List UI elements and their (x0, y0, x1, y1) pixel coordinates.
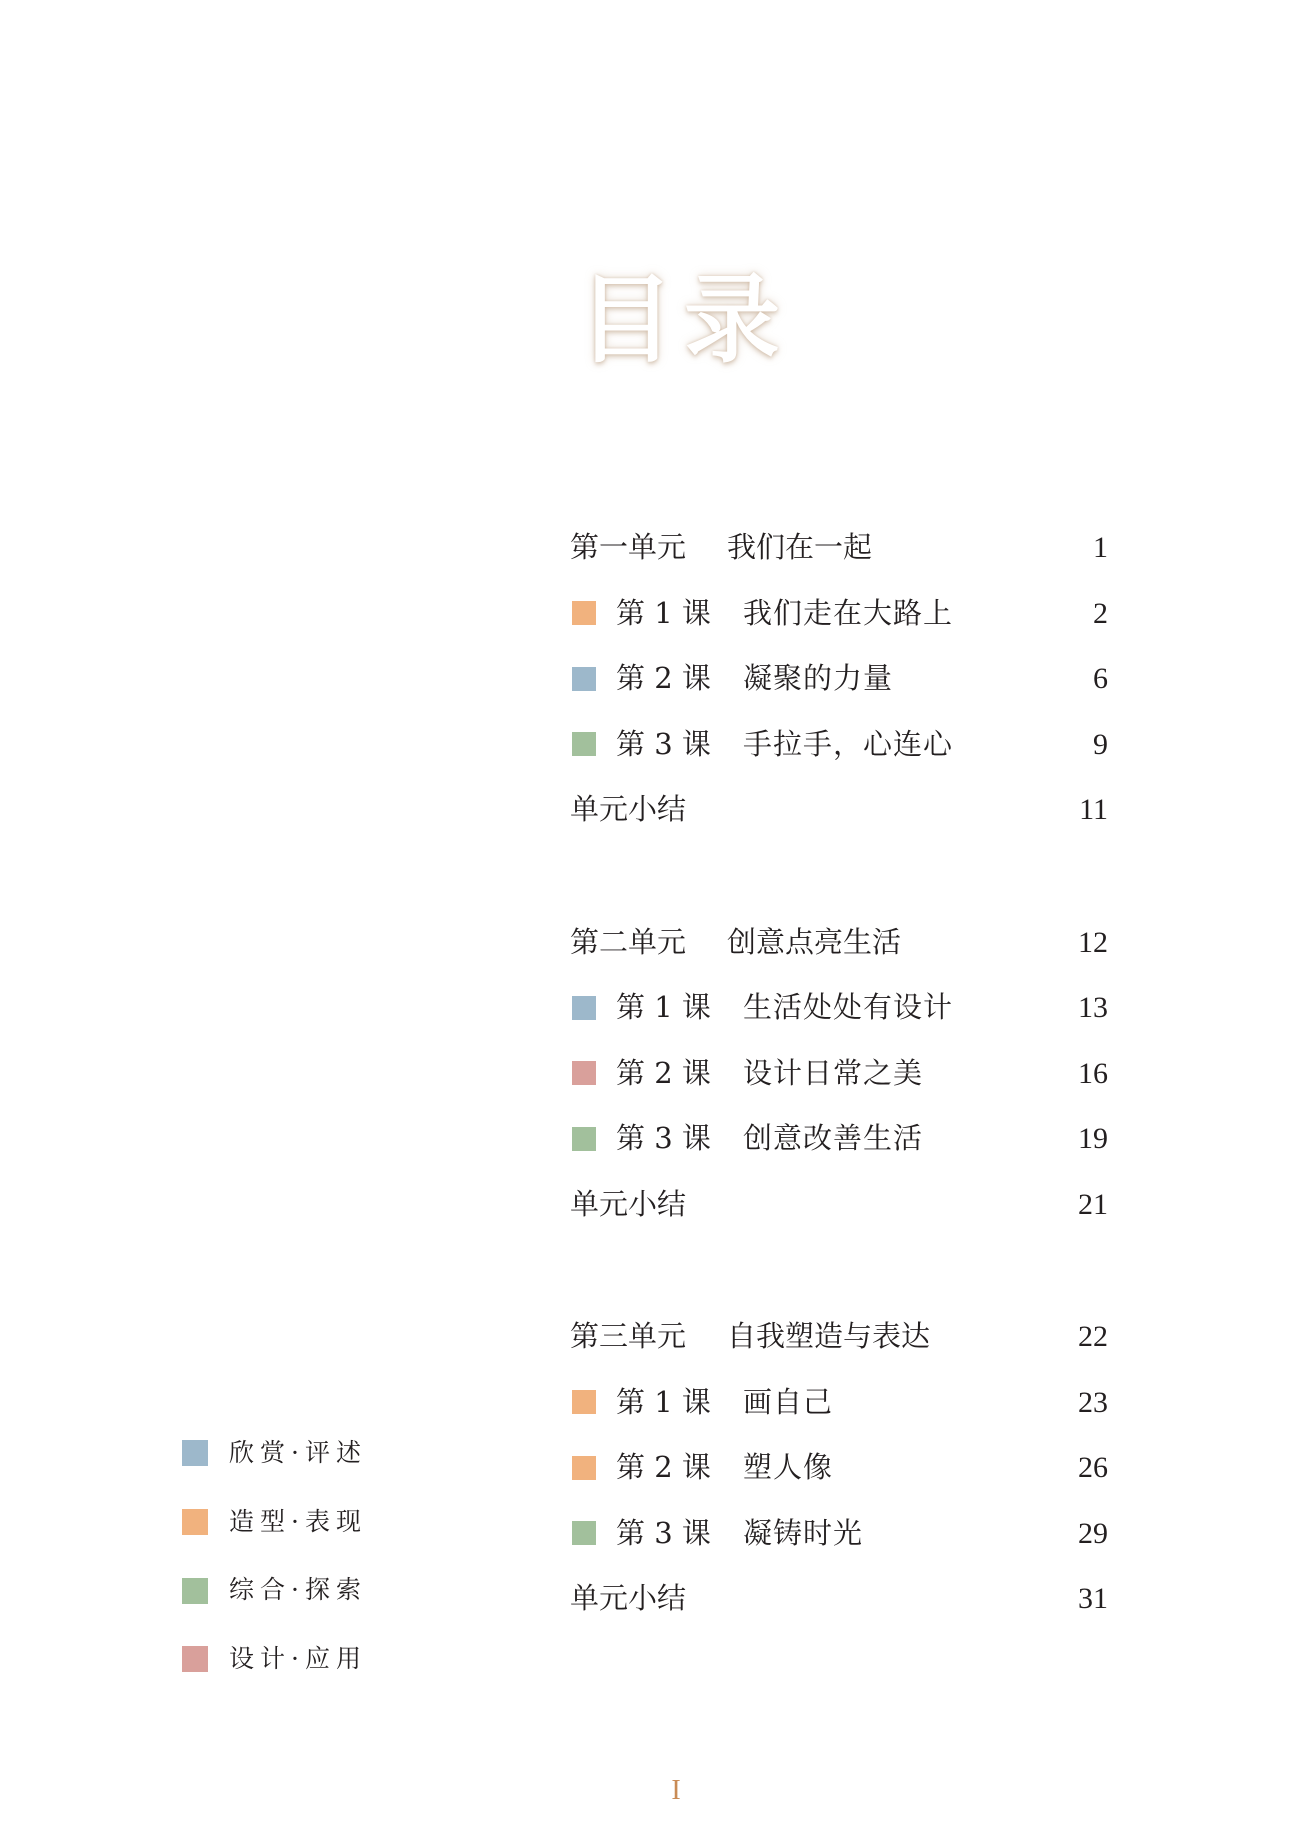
legend-item (182, 1556, 442, 1625)
toc-unit (570, 515, 1108, 843)
legend-item (182, 1419, 442, 1488)
summary-label: 单元小结 (570, 1186, 687, 1221)
lesson-title: 我们走在大路上 (743, 595, 954, 630)
summary-label: 单元小结 (570, 1581, 687, 1615)
lesson-number: 第 3 课 (616, 726, 711, 761)
legend-swatch (182, 1440, 208, 1466)
lesson-number: 第 3 课 (616, 1121, 711, 1155)
lesson-page: 9 (1093, 727, 1108, 761)
lesson-category-marker (572, 1521, 596, 1545)
lesson-number: 第 1 课 (616, 595, 711, 630)
lesson-row (570, 1041, 1108, 1107)
lesson-row (570, 1370, 1108, 1436)
lesson-number: 第 3 课 (616, 1515, 711, 1550)
unit-page: 22 (1078, 1320, 1108, 1353)
unit-label: 第三单元 (570, 1319, 687, 1353)
unit-page: 12 (1078, 925, 1108, 959)
unit-name: 自我塑造与表达 (727, 1319, 931, 1353)
legend-swatch (182, 1509, 208, 1535)
table-of-contents (570, 515, 1108, 1699)
lesson-row (570, 646, 1108, 712)
lesson-title: 创意改善生活 (743, 1121, 924, 1155)
legend-item (182, 1488, 442, 1557)
legend-swatch (182, 1646, 208, 1672)
lesson-category-marker (572, 601, 596, 625)
summary-page: 21 (1078, 1187, 1108, 1221)
page-number: I (671, 1775, 681, 1806)
lesson-title: 设计日常之美 (743, 1055, 924, 1090)
unit-summary (570, 1172, 1108, 1238)
unit-header (570, 515, 1108, 581)
summary-page: 31 (1078, 1582, 1108, 1615)
legend-label: 设计·应用 (229, 1644, 367, 1674)
legend-item (182, 1625, 442, 1694)
lesson-page: 23 (1078, 1385, 1108, 1419)
lesson-page: 19 (1078, 1122, 1108, 1155)
lesson-row (570, 1106, 1108, 1172)
unit-header (570, 1304, 1108, 1370)
lesson-row (570, 975, 1108, 1041)
category-legend (182, 1419, 442, 1694)
toc-unit (570, 1304, 1108, 1632)
summary-label: 单元小结 (570, 792, 687, 826)
unit-name: 创意点亮生活 (727, 924, 902, 959)
lesson-page: 29 (1078, 1516, 1108, 1550)
lesson-row (570, 1501, 1108, 1567)
lesson-category-marker (572, 1390, 596, 1414)
lesson-category-marker (572, 1456, 596, 1480)
lesson-number: 第 2 课 (616, 1055, 711, 1090)
lesson-title: 手拉手，心连心 (743, 726, 954, 761)
unit-header (570, 910, 1108, 976)
lesson-title: 凝聚的力量 (743, 661, 894, 695)
summary-page: 11 (1079, 793, 1108, 826)
lesson-page: 16 (1078, 1056, 1108, 1090)
lesson-category-marker (572, 1061, 596, 1085)
legend-swatch (182, 1578, 208, 1604)
lesson-row (570, 712, 1108, 778)
lesson-title: 画自己 (743, 1384, 834, 1419)
lesson-page: 26 (1078, 1451, 1108, 1484)
lesson-page: 13 (1078, 991, 1108, 1024)
toc-unit (570, 910, 1108, 1238)
lesson-category-marker (572, 1127, 596, 1151)
page-title: 目录 (578, 264, 790, 376)
legend-label: 欣赏·评述 (229, 1438, 367, 1467)
lesson-number: 第 2 课 (616, 1450, 711, 1484)
lesson-number: 第 2 课 (616, 661, 711, 695)
lesson-page: 6 (1093, 662, 1108, 695)
lesson-category-marker (572, 732, 596, 756)
unit-name: 我们在一起 (727, 530, 873, 564)
unit-label: 第二单元 (570, 924, 687, 959)
lesson-row (570, 581, 1108, 647)
legend-label: 造型·表现 (229, 1506, 367, 1536)
unit-summary (570, 777, 1108, 843)
lesson-category-marker (572, 667, 596, 691)
lesson-title: 塑人像 (743, 1450, 834, 1484)
lesson-number: 第 1 课 (616, 1384, 711, 1419)
unit-label: 第一单元 (570, 530, 687, 564)
lesson-number: 第 1 课 (616, 990, 711, 1024)
unit-summary (570, 1566, 1108, 1632)
lesson-title: 凝铸时光 (743, 1515, 864, 1550)
lesson-title: 生活处处有设计 (743, 990, 954, 1024)
legend-label: 综合·探索 (229, 1575, 367, 1605)
lesson-page: 2 (1093, 596, 1108, 630)
lesson-category-marker (572, 996, 596, 1020)
lesson-row (570, 1435, 1108, 1501)
unit-page: 1 (1093, 531, 1108, 564)
